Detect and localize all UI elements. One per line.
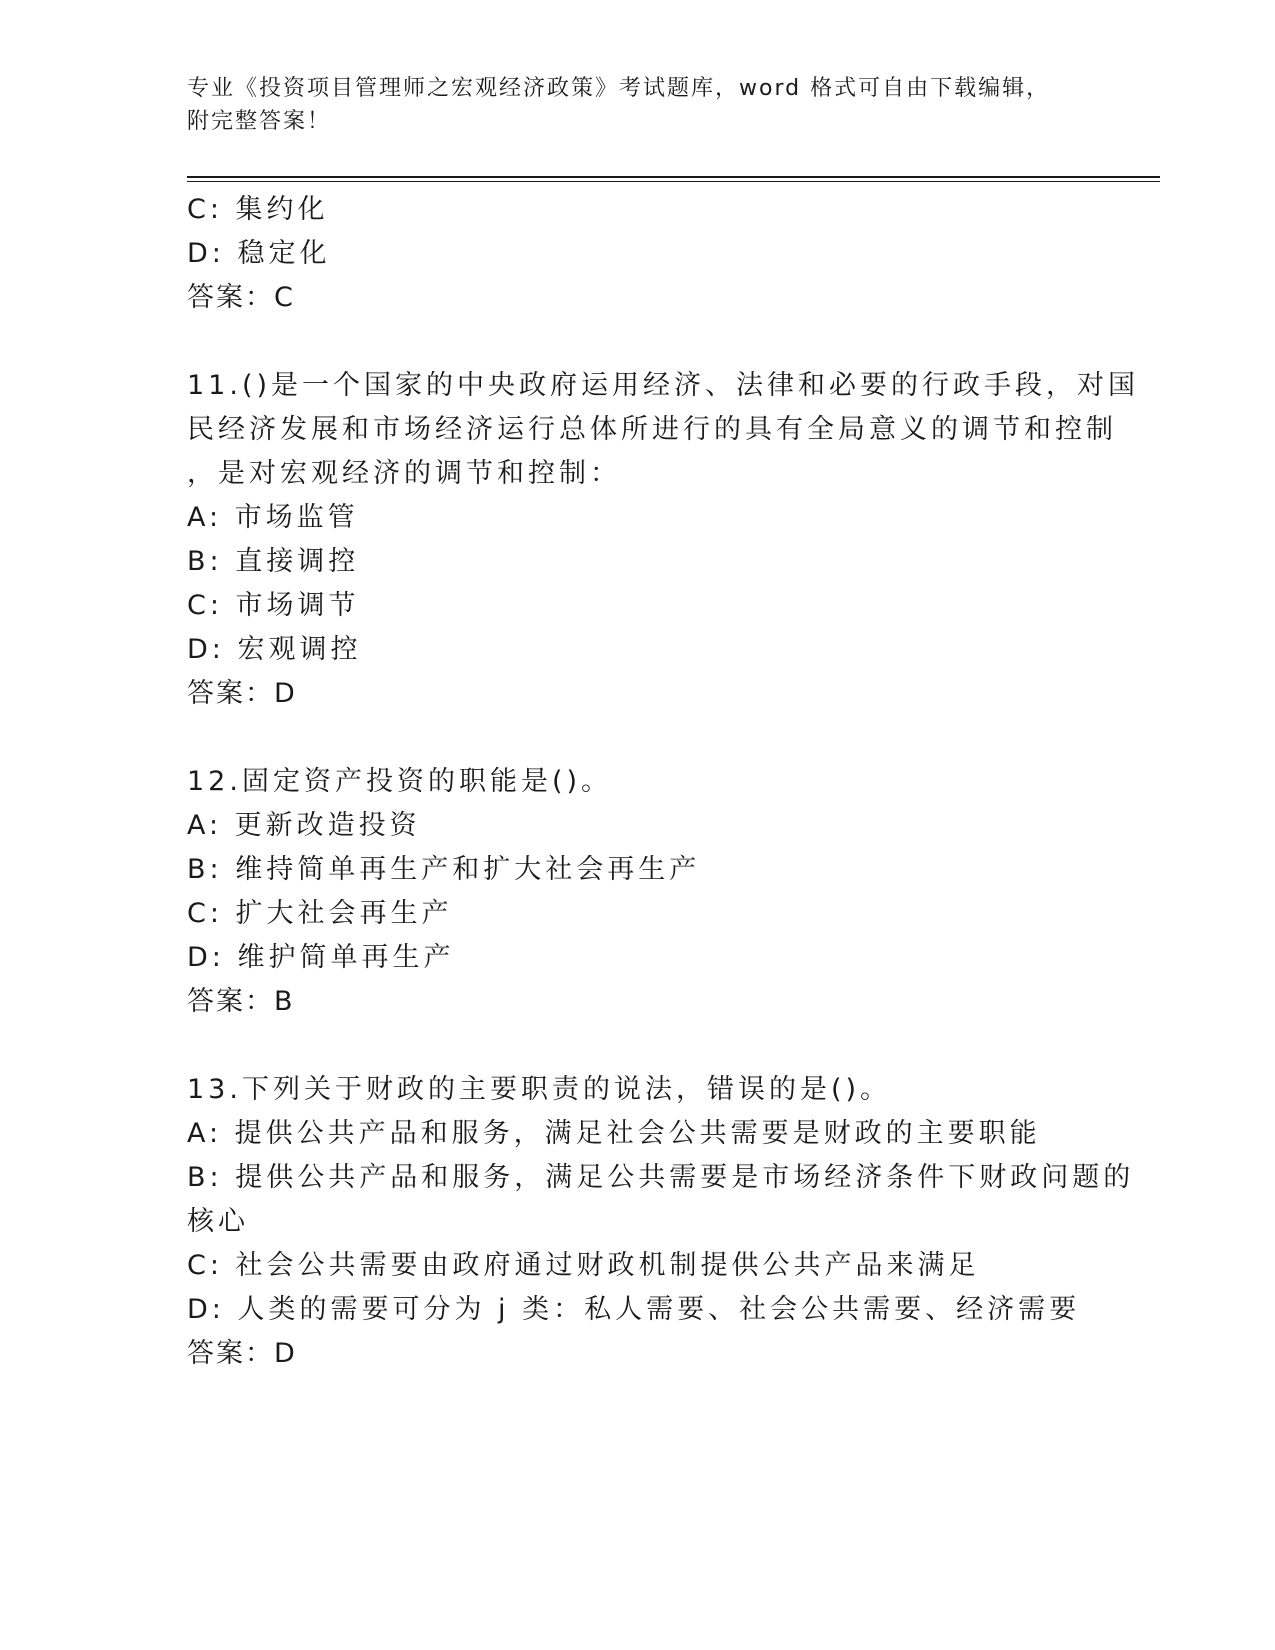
header-divider xyxy=(187,176,1160,178)
q13-answer: 答案：D xyxy=(187,1338,297,1369)
q13-option-d: D: 人类的需要可分为 j 类：私人需要、社会公共需要、经济需要 xyxy=(187,1294,1081,1325)
q11-stem-line-2: 民经济发展和市场经济运行总体所进行的具有全局意义的调节和控制 xyxy=(187,414,1117,445)
q11-answer: 答案：D xyxy=(187,678,297,709)
header-divider-thin xyxy=(187,181,1160,182)
q10-option-c: C: 集约化 xyxy=(187,194,329,225)
header-line-2: 附完整答案！ xyxy=(187,109,332,134)
q11-stem-line-1: 11.()是一个国家的中央政府运用经济、法律和必要的行政手段，对国 xyxy=(187,370,1140,401)
q13-option-b: B: 提供公共产品和服务，满足公共需要是市场经济条件下财政问题的 xyxy=(187,1162,1135,1193)
q13-option-b-continued: 核心 xyxy=(187,1206,249,1237)
q12-option-d: D: 维护简单再生产 xyxy=(187,942,455,973)
q11-option-c: C: 市场调节 xyxy=(187,590,360,621)
q11-stem-line-3: ，是对宏观经济的调节和控制： xyxy=(187,458,621,489)
q12-answer: 答案：B xyxy=(187,986,295,1017)
q10-answer: 答案：C xyxy=(187,282,295,313)
q11-option-d: D: 宏观调控 xyxy=(187,634,362,665)
q13-option-a: A: 提供公共产品和服务，满足社会公共需要是财政的主要职能 xyxy=(187,1118,1041,1149)
q13-option-c: C: 社会公共需要由政府通过财政机制提供公共产品来满足 xyxy=(187,1250,980,1281)
q11-option-a: A: 市场监管 xyxy=(187,502,359,533)
q13-stem: 13.下列关于财政的主要职责的说法，错误的是()。 xyxy=(187,1074,892,1105)
q12-option-c: C: 扩大社会再生产 xyxy=(187,898,453,929)
q11-option-b: B: 直接调控 xyxy=(187,546,360,577)
q10-option-d: D: 稳定化 xyxy=(187,238,331,269)
q12-stem: 12.固定资产投资的职能是()。 xyxy=(187,766,613,797)
document-header xyxy=(187,72,1087,138)
header-line-1: 专业《投资项目管理师之宏观经济政策》考试题库，word 格式可自由下载编辑， xyxy=(187,76,1051,101)
q12-option-b: B: 维持简单再生产和扩大社会再生产 xyxy=(187,854,701,885)
q12-option-a: A: 更新改造投资 xyxy=(187,810,421,841)
